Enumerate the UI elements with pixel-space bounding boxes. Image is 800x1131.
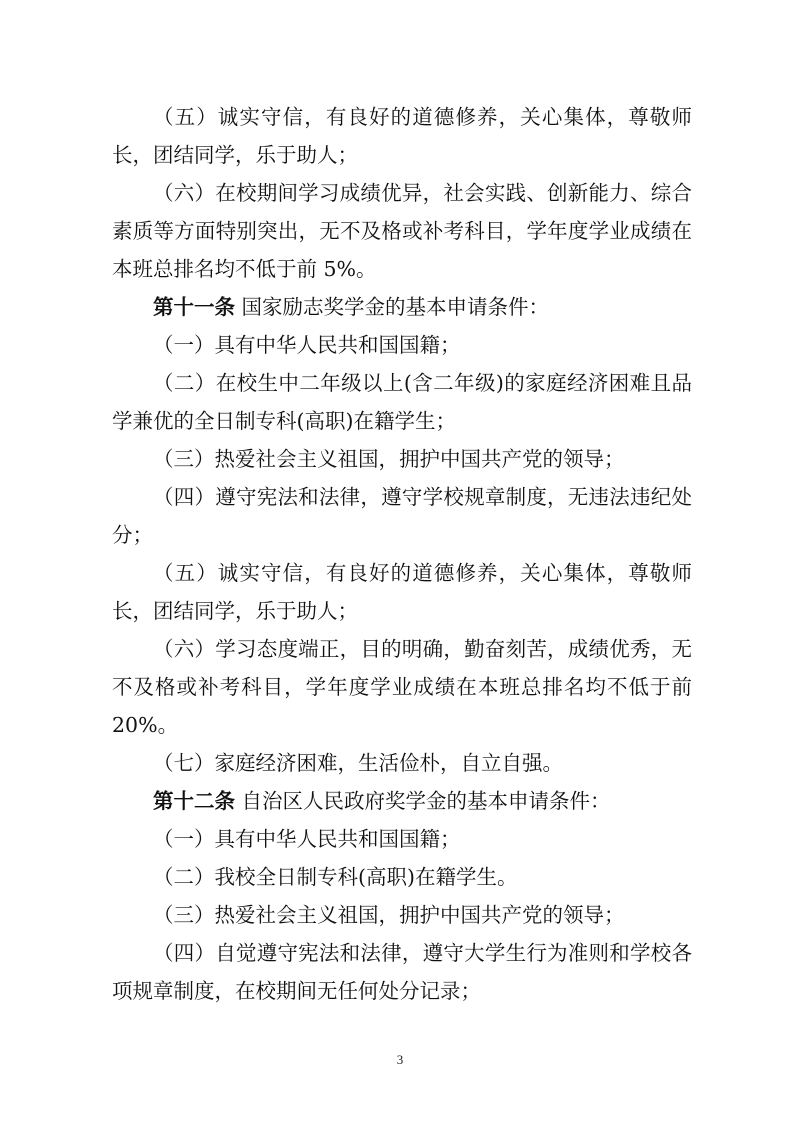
clause-paragraph: （六）在校期间学习成绩优异，社会实践、创新能力、综合素质等方面特别突出，无不及格或补考科目，学年度学业成绩在本班总排名均不低于前 5%。 [112,181,692,281]
article-heading: 第十一条 [153,295,235,319]
clause-paragraph: （三）热爱社会主义祖国，拥护中国共产党的领导； [153,447,625,471]
clause-paragraph: （一）具有中华人民共和国国籍； [153,333,461,357]
clause-paragraph: （六）学习态度端正，目的明确，勤奋刻苦，成绩优秀，无不及格或补考科目，学年度学业成绩在本班总排名均不低于前 20%。 [112,637,692,737]
clause-paragraph: （三）热爱社会主义祖国，拥护中国共产党的领导； [153,903,625,927]
clause-paragraph: （二）在校生中二年级以上(含二年级)的家庭经济困难且品学兼优的全日制专科(高职)在籍学生； [112,371,692,433]
clause-paragraph: （一）具有中华人民共和国国籍； [153,827,461,851]
article-title-text: 自治区人民政府奖学金的基本申请条件： [235,789,611,813]
clause-paragraph: （四）自觉遵守宪法和法律，遵守大学生行为准则和学校各项规章制度，在校期间无任何处分记录； [112,941,692,1003]
clause-paragraph: （二）我校全日制专科(高职)在籍学生。 [153,865,518,889]
clause-paragraph: （五）诚实守信，有良好的道德修养，关心集体，尊敬师长，团结同学，乐于助人； [112,561,692,623]
article-paragraph [112,288,692,326]
clause-paragraph: （四）遵守宪法和法律，遵守学校规章制度，无违法违纪处分； [112,485,692,547]
document-body [112,98,692,1010]
page-number: 3 [396,1052,404,1067]
article-heading: 第十二条 [153,789,235,813]
clause-paragraph: （七）家庭经济困难，生活俭朴，自立自强。 [153,751,563,775]
article-paragraph [112,782,692,820]
clause-paragraph: （五）诚实守信，有良好的道德修养，关心集体，尊敬师长，团结同学，乐于助人； [112,105,692,167]
article-title-text: 国家励志奖学金的基本申请条件： [235,295,550,319]
